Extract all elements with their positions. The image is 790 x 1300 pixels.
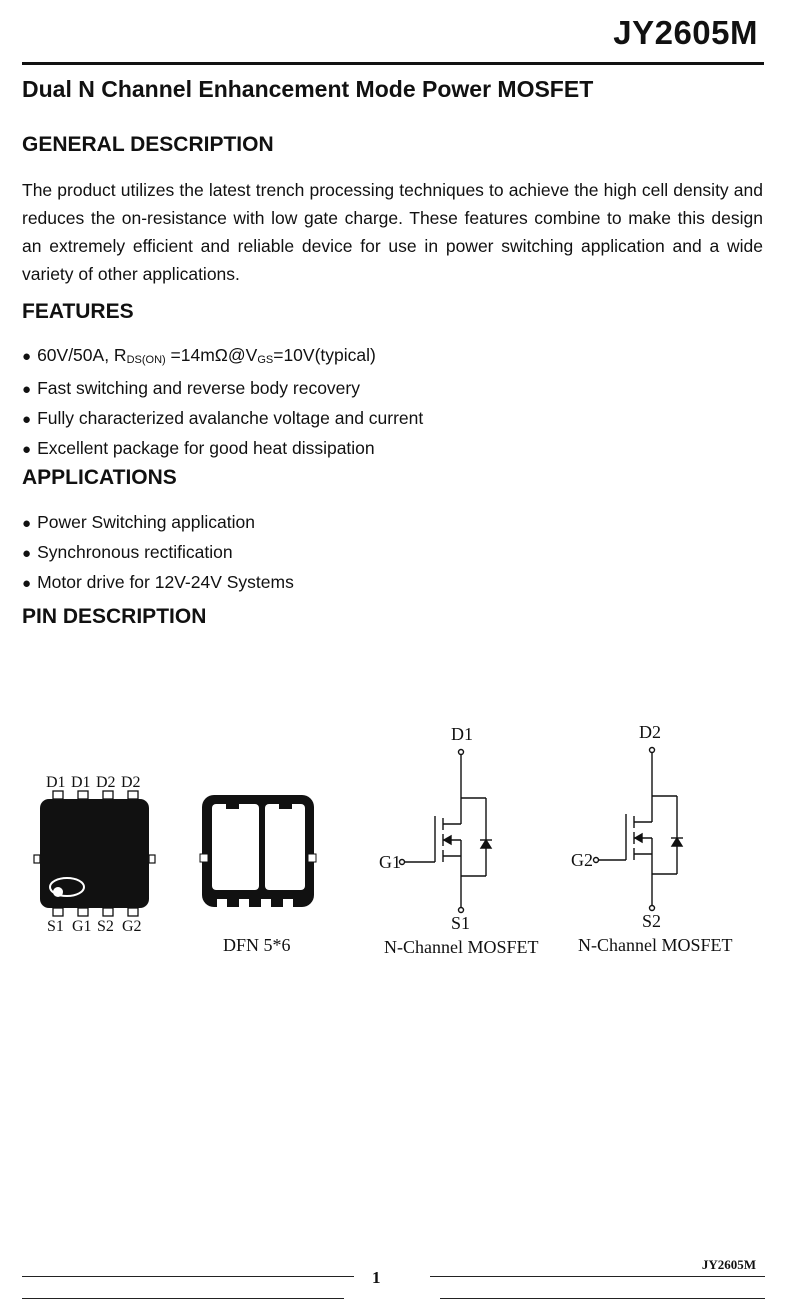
footer-part-number: JY2605M (701, 1257, 756, 1272)
general-description-text: The product utilizes the latest trench processing techniques to achieve the high cell density and reduces the on-resistance with low gate charge. These features combine to make this design an extremely efficient and reliable device for use in power switching application and a wide variety of other applications. (22, 180, 763, 284)
source-label: S1 (451, 913, 471, 933)
bottom-pin-label: G2 (122, 918, 142, 935)
source-label: S2 (642, 911, 662, 931)
footer-rule-right-lower (440, 1298, 765, 1299)
part-number-title: JY2605M (613, 14, 758, 51)
footer-rule-right-upper (430, 1276, 765, 1277)
gate-label: G1 (379, 852, 401, 872)
mosfet-caption: N-Channel MOSFET (578, 935, 733, 955)
package-top-view (34, 774, 155, 935)
mosfet-symbol-2 (571, 722, 733, 955)
feature-item: ● Fully characterized avalanche voltage and current (22, 404, 423, 434)
page-number: 1 (372, 1268, 381, 1287)
header-rule (22, 62, 764, 65)
general-description-heading: GENERAL DESCRIPTION (22, 133, 274, 156)
mosfet-caption: N-Channel MOSFET (384, 937, 539, 957)
mosfet-symbol-1 (379, 724, 539, 957)
application-item: ● Motor drive for 12V-24V Systems (22, 568, 294, 598)
feature-spec-item: ● 60V/50A, $R_{DS(ON)}$ $=14m\Omega@V_{GS}=10V(typical)$ (22, 341, 423, 374)
feature-item: ● Excellent package for good heat dissipation (22, 434, 423, 464)
footer-rule-left-upper (22, 1276, 354, 1277)
top-pin-label: D1 (71, 774, 91, 791)
bottom-pin-label: S1 (47, 918, 64, 935)
top-pin-label: D1 (46, 774, 66, 791)
applications-heading: APPLICATIONS (22, 466, 177, 489)
bottom-pin-label: S2 (97, 918, 114, 935)
package-label: DFN 5*6 (223, 935, 291, 955)
top-pin-label: D2 (121, 774, 141, 791)
gate-label: G2 (571, 850, 593, 870)
application-item: ● Synchronous rectification (22, 538, 294, 568)
pin-description-heading: PIN DESCRIPTION (22, 605, 207, 628)
features-heading: FEATURES (22, 300, 134, 323)
top-pin-label: D2 (96, 774, 116, 791)
drain-label: D1 (451, 724, 473, 744)
applications-list (22, 508, 294, 598)
feature-item: ● Fast switching and reverse body recovery (22, 374, 423, 404)
package-bottom-view (200, 795, 316, 955)
features-list (22, 341, 423, 464)
application-item: ● Power Switching application (22, 508, 294, 538)
bottom-pin-label: G1 (72, 918, 92, 935)
document-subtitle: Dual N Channel Enhancement Mode Power MOSFET (22, 76, 594, 102)
footer-rule-left-lower (22, 1298, 344, 1299)
drain-label: D2 (639, 722, 661, 742)
pin-description-figure (0, 700, 790, 1000)
